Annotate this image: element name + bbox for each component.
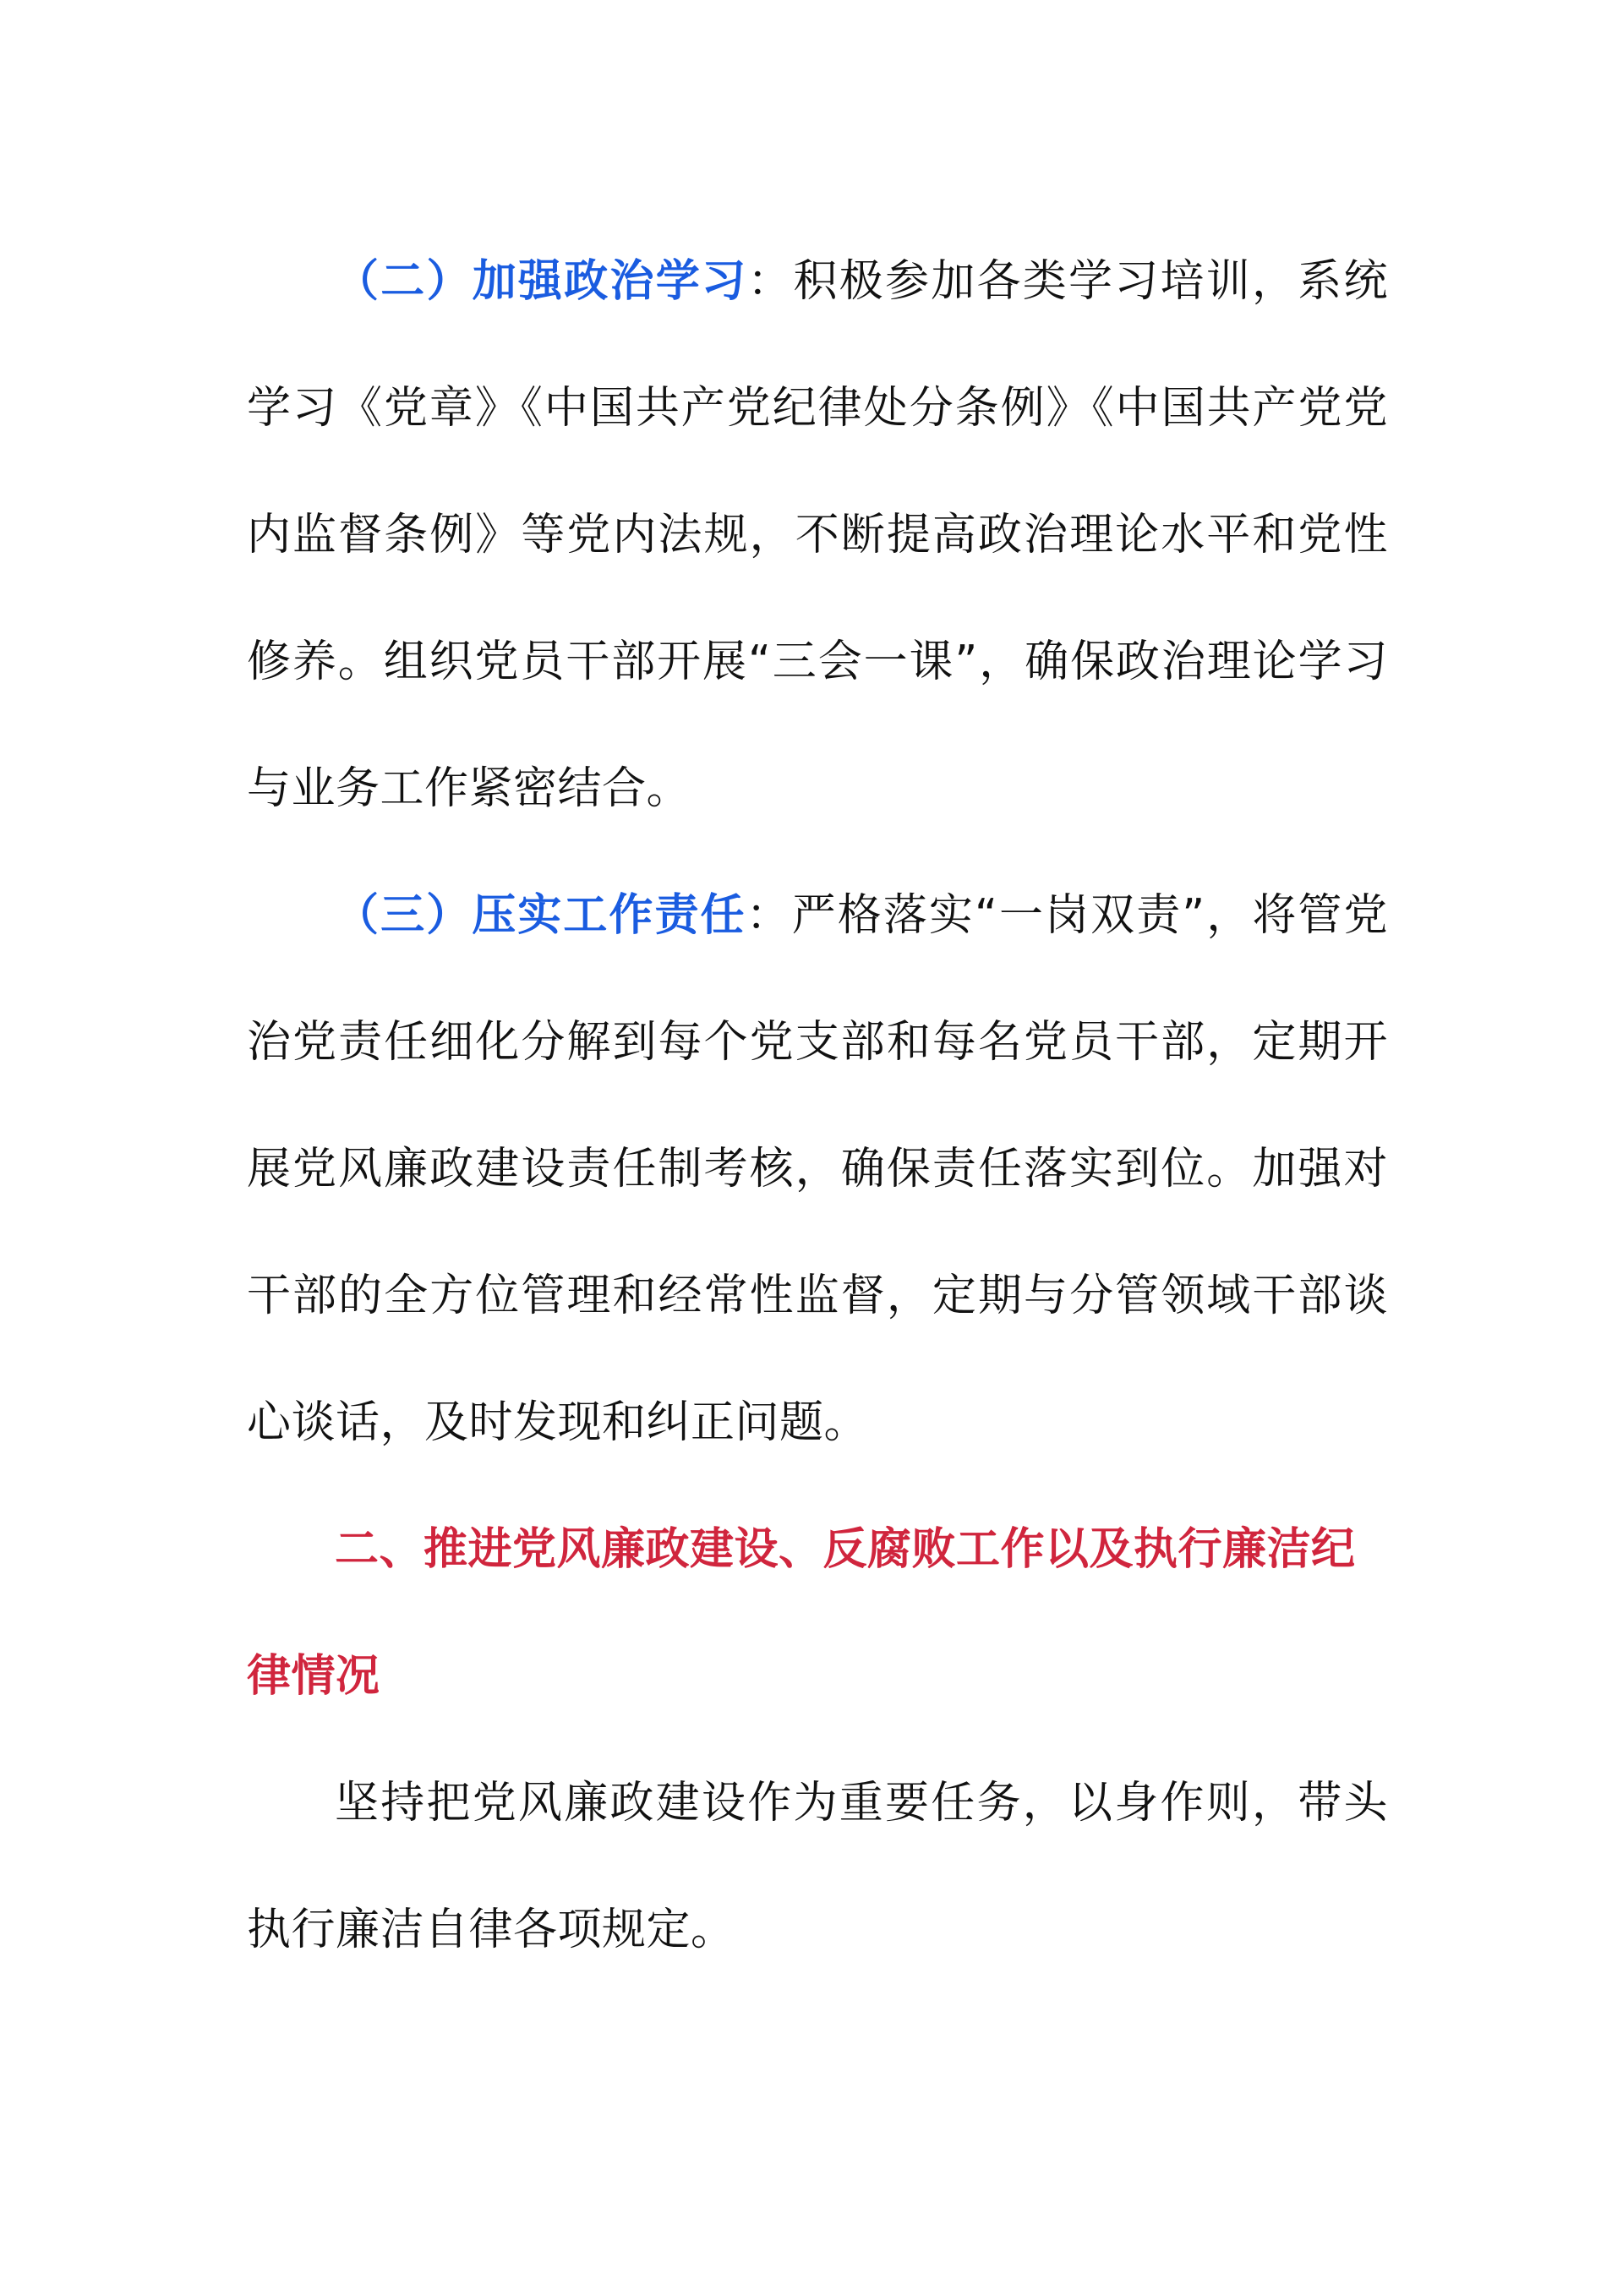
paragraph-political-study — [247, 218, 1388, 852]
paragraph-text: ：积极参加各类学习培训，系统学习《党章》《中国共产党纪律处分条例》《中国共产党党内监督条例》等党内法规，不断提高政治理论水平和党性修养。组织党员干部开展“三会一课”，确保政治理论学习与业务工作紧密结合。 — [247, 256, 1388, 814]
section-heading: 二、推进党风廉政建设、反腐败工作以及执行廉洁纪律情况 — [247, 1524, 1356, 1702]
paragraph-work-responsibility — [247, 852, 1388, 1486]
subheading-political-study: （二）加强政治学习 — [335, 256, 748, 307]
subheading-work-responsibility: （三）压实工作责任 — [335, 890, 746, 941]
paragraph-text: ：严格落实“一岗双责”，将管党治党责任细化分解到每个党支部和每名党员干部，定期开展党风廉政建设责任制考核，确保责任落实到位。加强对干部的全方位管理和经常性监督，定期与分管领域干部谈心谈话，及时发现和纠正问题。 — [247, 890, 1388, 1448]
closing-paragraph: 坚持把党风廉政建设作为重要任务，以身作则，带头执行廉洁自律各项规定。 — [247, 1778, 1388, 1955]
document-body — [247, 218, 1388, 1993]
